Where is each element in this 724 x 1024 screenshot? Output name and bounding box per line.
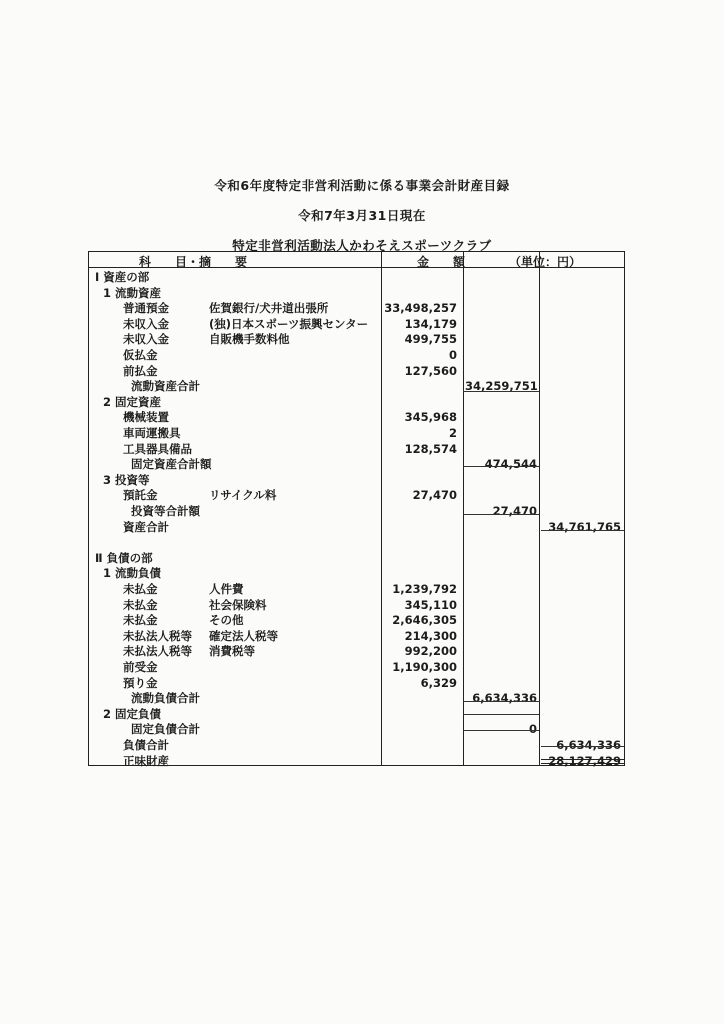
row-label: Ⅱ 負債の部 <box>95 550 153 565</box>
row-label: 1 流動負債 <box>103 566 162 581</box>
row-amount-item: 33,498,257 <box>384 301 457 316</box>
organization-name: 特定非営利活動法人かわそえスポーツクラブ <box>232 238 492 253</box>
row-amount-subtotal: 0 <box>528 722 537 737</box>
rule-investments <box>463 514 539 515</box>
row-label: 1 流動資産 <box>103 285 162 300</box>
row-amount-item: 992,200 <box>404 644 457 659</box>
row-amount-item: 134,179 <box>404 316 457 331</box>
row-label: 2 固定資産 <box>103 394 162 409</box>
row-label: 流動資産合計 <box>131 379 200 394</box>
column-divider-subject <box>381 252 382 765</box>
rule-net-assets-double <box>541 759 624 764</box>
rule-current-liabilities <box>463 701 539 702</box>
row-label: 工具器具備品 <box>123 441 192 456</box>
row-label: Ⅰ 資産の部 <box>95 270 150 284</box>
row-amount-total: 34,761,765 <box>548 519 621 534</box>
row-label: 預り金 <box>123 675 158 690</box>
row-detail: (独)日本スポーツ振興センター <box>209 316 369 331</box>
row-amount-item: 345,110 <box>404 597 457 612</box>
row-detail: その他 <box>209 613 244 628</box>
column-divider-amount-1 <box>463 252 464 765</box>
row-detail: リサイクル料 <box>209 488 277 503</box>
row-amount-item: 2 <box>448 426 457 440</box>
row-label: 車両運搬具 <box>123 426 181 440</box>
row-label: 3 投資等 <box>103 472 150 487</box>
rule-fixed-assets <box>463 466 539 467</box>
row-amount-item: 27,470 <box>412 488 457 503</box>
row-label: 正味財産 <box>123 753 169 768</box>
row-amount-total: 6,634,336 <box>556 738 621 752</box>
row-amount-subtotal: 474,544 <box>484 457 537 472</box>
rule-fixed-liabilities <box>463 730 539 731</box>
row-label: 機械装置 <box>123 410 169 425</box>
row-label: 仮払金 <box>123 348 158 362</box>
row-amount-total: 28,127,429 <box>548 753 621 768</box>
rule-total-assets <box>541 530 624 531</box>
row-amount-item: 2,646,305 <box>392 613 457 628</box>
row-detail: 消費税等 <box>209 644 255 659</box>
column-divider-amount-2 <box>539 252 540 765</box>
row-amount-subtotal: 6,634,336 <box>472 691 537 706</box>
rule-total-liabilities <box>541 746 624 747</box>
row-label: 未払法人税等 <box>123 644 192 659</box>
row-label: 前払金 <box>123 363 158 378</box>
row-amount-subtotal: 27,470 <box>492 504 537 518</box>
header-amount: 金 額 <box>417 255 466 269</box>
header-unit: （単位：円） <box>509 255 582 269</box>
row-label: 預託金 <box>123 488 158 503</box>
inventory-table <box>88 251 625 766</box>
document-date: 令和7年3月31日現在 <box>298 208 426 223</box>
row-label: 未払金 <box>123 582 158 596</box>
row-label: 2 固定負債 <box>103 706 162 721</box>
row-amount-item: 499,755 <box>404 332 457 347</box>
row-label: 前受金 <box>123 660 158 674</box>
row-detail: 確定法人税等 <box>209 628 278 643</box>
row-label: 普通預金 <box>123 301 169 316</box>
row-amount-item: 128,574 <box>404 441 457 456</box>
row-amount-item: 6,329 <box>420 675 457 690</box>
row-amount-item: 127,560 <box>404 363 457 378</box>
row-amount-subtotal: 34,259,751 <box>465 379 538 394</box>
row-amount-item: 1,239,792 <box>392 582 457 596</box>
row-label: 負債合計 <box>123 738 169 752</box>
document-title: 令和6年度特定非営利活動に係る事業会計財産目録 <box>214 178 510 193</box>
row-label: 投資等合計額 <box>131 504 200 518</box>
row-label: 流動負債合計 <box>131 691 200 706</box>
row-label: 未収入金 <box>123 332 169 347</box>
row-amount-item: 1,190,300 <box>392 660 457 674</box>
row-label: 資産合計 <box>123 519 169 534</box>
row-label: 未払金 <box>123 613 158 628</box>
row-detail: 自販機手数料他 <box>209 332 290 347</box>
row-detail: 佐賀銀行/犬井道出張所 <box>209 301 329 316</box>
header-subject: 科 目・摘 要 <box>139 255 248 269</box>
row-label: 未払法人税等 <box>123 628 192 643</box>
row-label: 固定資産合計額 <box>131 457 212 472</box>
row-label: 未払金 <box>123 597 158 612</box>
row-amount-item: 214,300 <box>404 628 457 643</box>
row-detail: 社会保険料 <box>209 597 267 612</box>
rule-fixed-liabilities-top <box>463 714 539 715</box>
row-amount-item: 0 <box>448 348 457 362</box>
rule-current-assets <box>463 391 539 392</box>
row-amount-item: 345,968 <box>404 410 457 425</box>
row-label: 固定負債合計 <box>131 722 200 737</box>
row-detail: 人件費 <box>209 582 244 596</box>
row-label: 未収入金 <box>123 316 169 331</box>
